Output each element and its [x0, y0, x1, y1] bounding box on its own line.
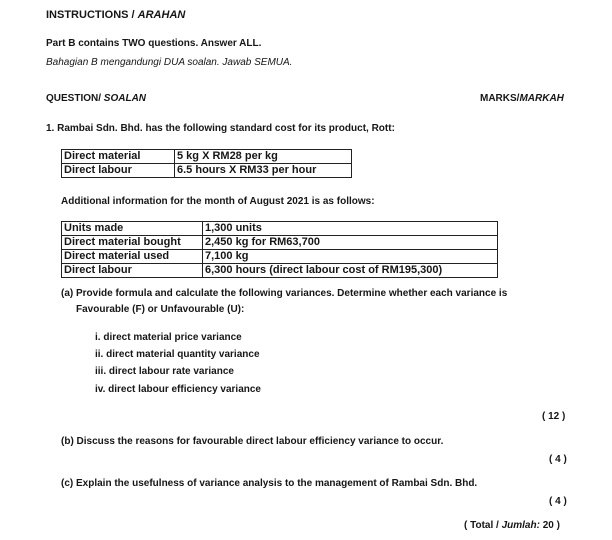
variance-item-3: iii. direct labour rate variance	[95, 366, 234, 377]
info-label: Direct material bought	[62, 236, 203, 250]
info-value: 6,300 hours (direct labour cost of RM195,300)	[203, 264, 498, 278]
standard-cost-value: 6.5 hours X RM33 per hour	[175, 164, 352, 178]
part-a-text-line1: (a) Provide formula and calculate the following variances. Determine whether each variance is	[61, 288, 508, 299]
standard-cost-label: Direct labour	[62, 164, 175, 178]
part-a-marks: ( 12 )	[542, 411, 566, 422]
marks-en: MARKS/	[480, 93, 520, 104]
variance-item-4: iv. direct labour efficiency variance	[95, 384, 261, 395]
marks-my: MARKAH	[519, 93, 564, 104]
info-label: Direct material used	[62, 250, 203, 264]
info-value: 2,450 kg for RM63,700	[203, 236, 498, 250]
marks-heading	[480, 93, 564, 104]
total-value: 20 )	[542, 520, 560, 531]
table-row	[62, 250, 498, 264]
info-label: Units made	[62, 222, 203, 236]
part-b-instruction-malay: Bahagian B mengandungi DUA soalan. Jawab SEMUA.	[46, 57, 293, 68]
total-en: ( Total /	[464, 520, 502, 531]
table-row	[62, 222, 498, 236]
question-en: QUESTION/	[46, 93, 104, 104]
question-my: SOALAN	[103, 93, 147, 104]
table-row	[62, 150, 352, 164]
standard-cost-value: 5 kg X RM28 per kg	[175, 150, 352, 164]
variance-item-2: ii. direct material quantity variance	[95, 349, 260, 360]
info-label: Direct labour	[62, 264, 203, 278]
additional-info-intro: Additional information for the month of August 2021 is as follows:	[61, 196, 375, 207]
part-c-marks: ( 4 )	[549, 496, 567, 507]
standard-cost-table	[61, 149, 352, 178]
table-row	[62, 236, 498, 250]
part-a-text-line2: Favourable (F) or Unfavourable (U):	[76, 304, 245, 315]
part-b-text: (b) Discuss the reasons for favourable direct labour efficiency variance to occur.	[61, 436, 444, 447]
part-c-text: (c) Explain the usefulness of variance analysis to the management of Rambai Sdn. Bhd.	[61, 478, 478, 489]
standard-cost-label: Direct material	[62, 150, 175, 164]
total-marks	[464, 520, 560, 531]
info-value: 1,300 units	[203, 222, 498, 236]
part-b-marks: ( 4 )	[549, 454, 567, 465]
additional-info-table	[61, 221, 498, 278]
variance-item-1: i. direct material price variance	[95, 332, 242, 343]
table-row	[62, 164, 352, 178]
instructions-en: INSTRUCTIONS /	[46, 9, 138, 21]
instructions-heading	[46, 9, 185, 21]
question-heading	[46, 93, 146, 104]
instructions-my: ARAHAN	[137, 9, 186, 21]
question-1-intro: 1. Rambai Sdn. Bhd. has the following standard cost for its product, Rott:	[46, 123, 395, 134]
total-my: Jumlah:	[501, 520, 543, 531]
info-value: 7,100 kg	[203, 250, 498, 264]
part-b-instruction: Part B contains TWO questions. Answer ALL.	[46, 38, 262, 49]
table-row	[62, 264, 498, 278]
